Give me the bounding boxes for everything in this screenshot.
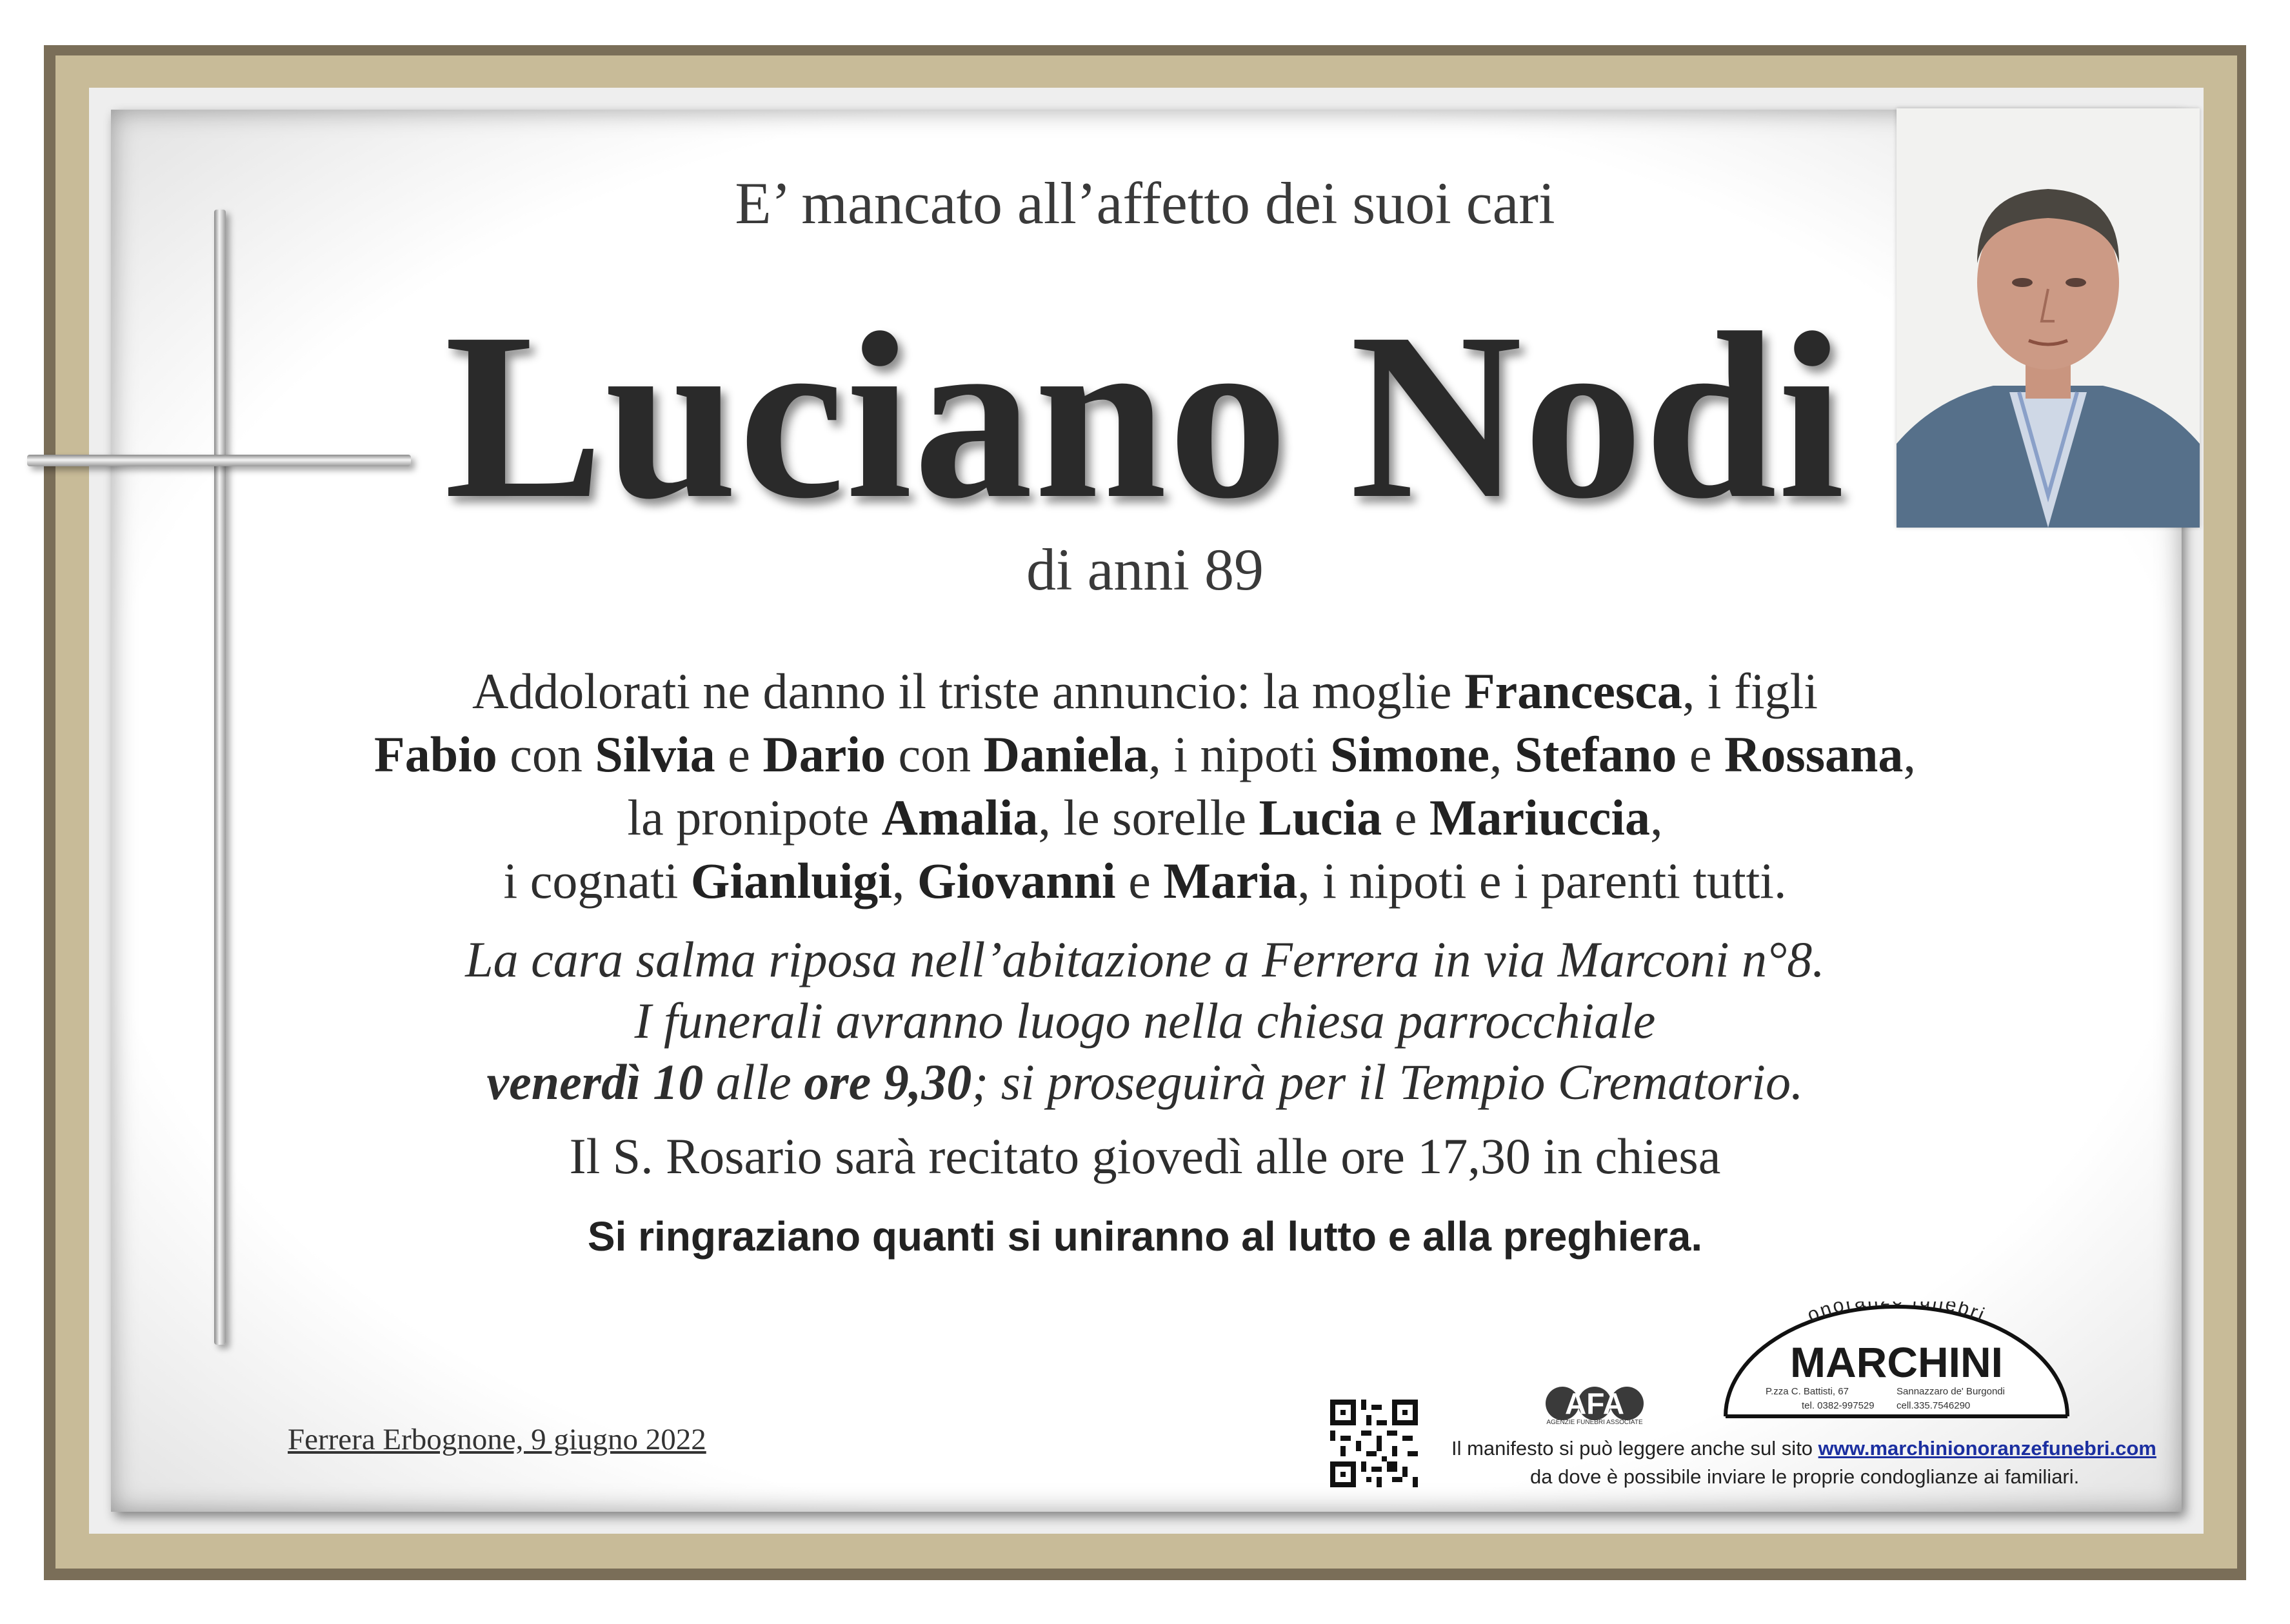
place-date: Ferrera Erbognone, 9 giugno 2022	[288, 1423, 706, 1456]
announcement-line-1: Addolorati ne danno il triste annuncio: la moglie Francesca, i figli	[472, 663, 1818, 719]
marchini-address-1: P.zza C. Battisti, 67	[1766, 1386, 1849, 1397]
deceased-name: Luciano Nodi	[444, 284, 1846, 548]
marchini-address-2: Sannazzaro de' Burgondi	[1897, 1386, 2005, 1397]
website-line-2: da dove è possibile inviare le proprie condoglianze ai familiari.	[1530, 1465, 2080, 1488]
funeral-line-3: venerdì 10 alle ore 9,30; si proseguirà per il Tempio Crematorio.	[486, 1054, 1804, 1110]
marchini-phone-1: tel. 0382-997529	[1802, 1400, 1875, 1411]
announcement-line-3: la pronipote Amalia, le sorelle Lucia e Mariuccia,	[627, 789, 1663, 846]
marchini-logo[interactable]	[1719, 1302, 2074, 1424]
funeral-line-2: I funerali avranno luogo nella chiesa parrocchiale	[634, 993, 1656, 1049]
website-link[interactable]: www.marchinionoranzefunebri.com	[1818, 1437, 2156, 1460]
afa-logo-text: AFA	[1565, 1387, 1624, 1420]
funeral-line-1: La cara salma riposa nell’abitazione a Ferrera in via Marconi n°8.	[465, 931, 1825, 987]
marchini-arc-text: onor nebri	[1804, 1302, 1989, 1327]
age-text: di anni 89	[1026, 537, 1264, 602]
website-line-1: Il manifesto si può leggere anche sul sito www.marchinionoranzefunebri.com	[1451, 1437, 2156, 1460]
thanks-text: Si ringraziano quanti si uniranno al lutto e alla preghiera.	[587, 1213, 1703, 1260]
afa-subtitle: AGENZIE FUNEBRI ASSOCIATE	[1546, 1419, 1643, 1426]
marchini-phone-2: cell.335.7546290	[1897, 1400, 1971, 1411]
announcement-line-2: Fabio con Silvia e Dario con Daniela, i nipoti Simone, Stefano e Rossana,	[374, 726, 1916, 782]
qr-code-icon[interactable]	[1330, 1400, 1418, 1487]
marchini-name: MARCHINI	[1790, 1338, 2003, 1386]
announcement-line-4: i cognati Gianluigi, Giovanni e Maria, i nipoti e i parenti tutti.	[503, 853, 1787, 909]
rosary-text: Il S. Rosario sarà recitato giovedì alle ore 17,30 in chiesa	[569, 1128, 1721, 1184]
intro-text: E’ mancato all’affetto dei suoi cari	[735, 170, 1555, 236]
